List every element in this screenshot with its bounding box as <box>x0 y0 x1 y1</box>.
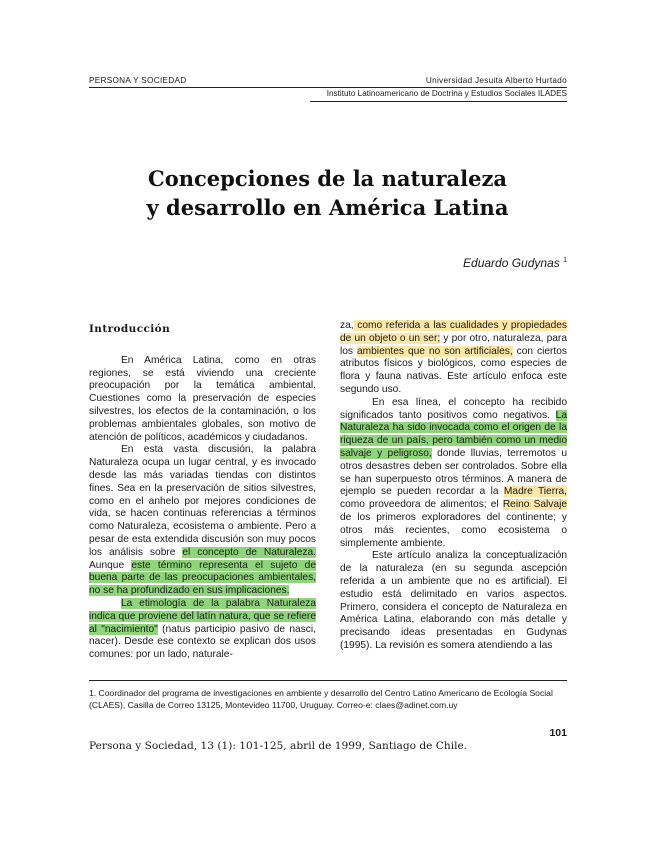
title-line-2: y desarrollo en América Latina <box>146 195 509 220</box>
highlight-green: La Naturaleza ha sido invocada como el origen de la riqueza de un país, pero también como un medio salvaje y peligroso, <box>340 409 567 459</box>
text: (natus participio pasivo de nasci, nacer). Desde ese contexto se explican dos usos comunes: por un lado, naturale- <box>89 623 316 661</box>
right-column <box>340 320 567 653</box>
citation: Persona y Sociedad, 13 (1): 101-125, abril de 1999, Santiago de Chile. <box>89 740 468 752</box>
highlight-yellow: como referida a las cualidades y propiedades de un objeto o un ser; <box>340 320 567 344</box>
section-heading: Introducción <box>89 323 171 335</box>
text: En esa línea, el concepto ha recibido significados tanto positivos como negativos. <box>340 396 567 421</box>
author <box>463 256 567 270</box>
highlight-yellow: Madre Tierra, <box>503 486 567 498</box>
footnote-rule <box>89 680 567 681</box>
text: Aunque <box>89 559 132 571</box>
page-number: 101 <box>549 727 567 739</box>
header-rule <box>89 87 567 88</box>
highlight-green: el concepto de Naturaleza. <box>182 546 316 558</box>
footnote: 1. Coordinador del programa de investigaciones en ambiente y desarrollo del Centro Latino Americano de Ecología Social (CLAES), Casilla de Correo 13125, Montevideo 11700, Uruguay. Correo-e: claes@adinet.com.uy <box>89 688 553 710</box>
text: En esta vasta discusión, la palabra Naturaleza ocupa un lugar central, y es invocado desde las más variadas tiendas con distintos fines. Sea en la preservación de sitios silvestres, como en el anhelo por mejores condiciones de vida, se hacen continuas referencias a términos como Naturaleza, ecosistema o ambiente. Pero a pesar de esta extendida discusión son muy pocos los análisis sobre <box>89 444 316 558</box>
text: En América Latina, como en otras regiones, se está viviendo una creciente preocupación por la temática ambiental. Cuestiones como la preservación de especies silvestres, los efectos de la contaminación, o los problemas ambientales globales, son motivo de atención de políticos, académicos y ciudadanos. <box>89 354 316 443</box>
university-header: Universidad Jesuita Alberto Hurtado <box>425 76 567 85</box>
page-title <box>0 164 655 222</box>
paragraph <box>340 550 567 652</box>
highlight-yellow: ambientes que no son artificiales, <box>356 345 513 357</box>
paragraph <box>89 598 316 662</box>
left-column <box>89 320 316 662</box>
paragraph <box>340 397 567 551</box>
author-note-ref: 1 <box>563 257 567 264</box>
paragraph <box>89 444 316 598</box>
text: za, <box>340 320 354 331</box>
highlight-green: La etimología de la palabra Naturaleza indica que proviene del latín natura, que se refiere al "nacimiento" <box>89 597 316 635</box>
text: Este artículo analiza la conceptualización de la naturaleza (en su segunda ascepción referida a un ambiente que no es artificial). El estudio está delimitado en varios aspectos. Primero, considera el concepto de Naturaleza en América Latina, elaborando con más detalle y precisando ideas presentadas en Gudynas (1995). La revisión es somera atendiendo a las <box>340 550 567 651</box>
highlight-yellow: Reino Salvaje <box>502 499 567 511</box>
journal-header: PERSONA Y SOCIEDAD <box>89 76 187 85</box>
text: como proveedora de alimentos; el <box>340 499 503 511</box>
text: donde lluvias, terremotos u otros desastres deben ser controlados. Sobre ella se han superpuesto otros términos. A manera de ejemplo se pueden recordar a la <box>340 447 567 498</box>
text: con ciertos atributos físicos y biológicos, como especies de flora y fauna nativas. Este artículo enfoca este segundo uso. <box>340 345 568 395</box>
paragraph <box>89 355 316 445</box>
title-line-1: Concepciones de la naturaleza <box>148 166 507 191</box>
text: y por otro, naturaleza, para los <box>340 332 567 357</box>
highlight-green: este término representa el sujeto de buena parte de las preocupaciones ambientales, no se ha profundizado en sus implicaciones. <box>89 559 316 597</box>
institute-header: Instituto Latinoamericano de Doctrina y Estudios Sociales ILADES <box>326 89 567 98</box>
text: de los primeros exploradores del continente; y otros más recientes, como ecosistema o simplemente ambiente. <box>340 511 567 549</box>
author-name: Eduardo Gudynas <box>463 256 560 270</box>
paragraph <box>340 320 567 397</box>
header-subrule <box>310 101 567 102</box>
